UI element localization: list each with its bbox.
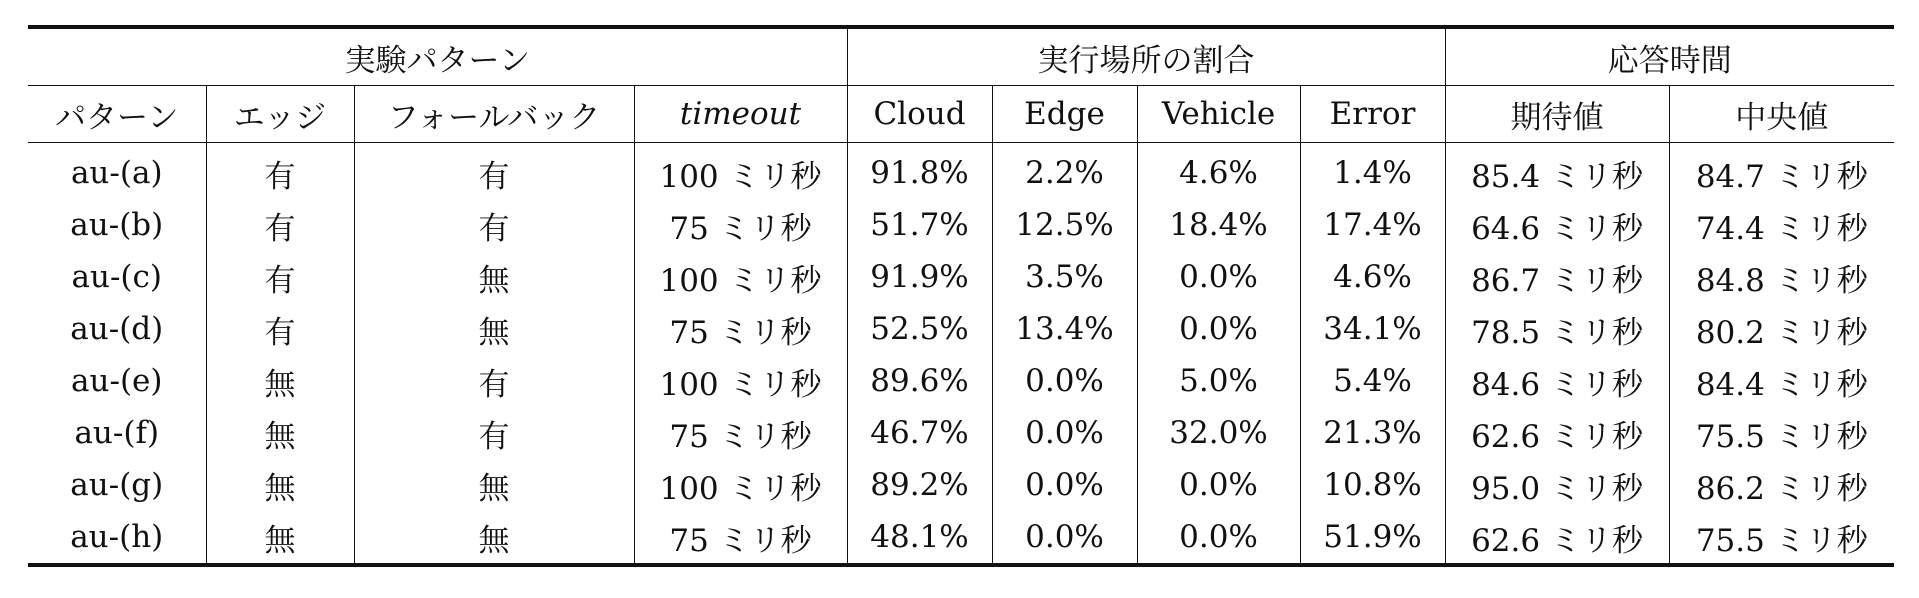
column-header-edge-enabled: エッジ <box>206 86 354 143</box>
table-row <box>28 251 1894 303</box>
cell-cloud: 46.7% <box>847 407 992 459</box>
cell-error: 5.4% <box>1300 355 1445 407</box>
cell-error: 34.1% <box>1300 303 1445 355</box>
cell-expected-value: 62.6 ミリ秒 <box>1445 511 1669 565</box>
cell-median: 86.2 ミリ秒 <box>1695 470 1868 507</box>
cell-cloud: 89.6% <box>847 355 992 407</box>
cell-cloud: 51.7% <box>847 199 992 251</box>
cell-pattern: au-(f) <box>28 407 206 459</box>
column-header-error: Error <box>1300 86 1445 143</box>
cell-expected-value: 62.6 ミリ秒 <box>1445 407 1669 459</box>
cell-expected-value: 85.4 ミリ秒 <box>1445 143 1669 200</box>
cell-error: 51.9% <box>1300 511 1445 565</box>
table-row <box>28 303 1894 355</box>
cell-timeout: 75 ミリ秒 <box>634 511 847 565</box>
cell-vehicle: 0.0% <box>1137 251 1300 303</box>
cell-expected-value: 64.6 ミリ秒 <box>1445 199 1669 251</box>
cell-pattern: au-(g) <box>28 459 206 511</box>
cell-error: 4.6% <box>1300 251 1445 303</box>
cell-cloud: 91.9% <box>847 251 992 303</box>
cell-vehicle: 0.0% <box>1137 511 1300 565</box>
cell-timeout: 75 ミリ秒 <box>634 199 847 251</box>
cell-edge: 12.5% <box>992 199 1137 251</box>
cell-cloud: 91.8% <box>847 143 992 200</box>
cell-edge-enabled: 有 <box>206 199 354 251</box>
cell-fallback: 有 <box>354 143 634 200</box>
group-header-execution-ratio: 実行場所の割合 <box>847 27 1445 86</box>
column-header-timeout: timeout <box>634 86 847 143</box>
cell-timeout: 100 ミリ秒 <box>634 459 847 511</box>
cell-edge: 3.5% <box>992 251 1137 303</box>
cell-median: 84.4 ミリ秒 <box>1695 366 1868 403</box>
table-body <box>28 143 1894 566</box>
table-row <box>28 143 1894 200</box>
results-table <box>28 25 1894 567</box>
cell-edge-enabled: 有 <box>206 143 354 200</box>
cell-fallback: 有 <box>354 407 634 459</box>
cell-median: 84.7 ミリ秒 <box>1695 158 1868 195</box>
group-header-response-time: 応答時間 <box>1445 27 1894 86</box>
cell-timeout: 100 ミリ秒 <box>634 355 847 407</box>
cell-median: 80.2 ミリ秒 <box>1695 314 1868 351</box>
cell-median: 74.4 ミリ秒 <box>1695 210 1868 247</box>
cell-edge: 13.4% <box>992 303 1137 355</box>
column-header-row <box>28 86 1894 143</box>
cell-cloud: 89.2% <box>847 459 992 511</box>
cell-fallback: 無 <box>354 511 634 565</box>
cell-vehicle: 5.0% <box>1137 355 1300 407</box>
results-table-container <box>28 25 1894 567</box>
cell-median: 84.8 ミリ秒 <box>1695 262 1868 299</box>
cell-cloud: 48.1% <box>847 511 992 565</box>
cell-pattern: au-(d) <box>28 303 206 355</box>
column-header-edge: Edge <box>992 86 1137 143</box>
cell-error: 10.8% <box>1300 459 1445 511</box>
cell-error: 17.4% <box>1300 199 1445 251</box>
cell-edge: 0.0% <box>992 459 1137 511</box>
cell-fallback: 有 <box>354 199 634 251</box>
column-header-cloud: Cloud <box>847 86 992 143</box>
group-header-row <box>28 27 1894 86</box>
cell-edge: 0.0% <box>992 355 1137 407</box>
cell-cloud: 52.5% <box>847 303 992 355</box>
cell-edge-enabled: 有 <box>206 251 354 303</box>
cell-pattern: au-(a) <box>28 143 206 200</box>
cell-expected-value: 78.5 ミリ秒 <box>1445 303 1669 355</box>
cell-fallback: 無 <box>354 303 634 355</box>
table-row <box>28 407 1894 459</box>
table-row <box>28 199 1894 251</box>
table-row <box>28 355 1894 407</box>
cell-timeout: 100 ミリ秒 <box>634 251 847 303</box>
cell-vehicle: 0.0% <box>1137 303 1300 355</box>
cell-pattern: au-(b) <box>28 199 206 251</box>
cell-timeout: 100 ミリ秒 <box>634 143 847 200</box>
cell-timeout: 75 ミリ秒 <box>634 407 847 459</box>
cell-edge-enabled: 無 <box>206 407 354 459</box>
column-header-median: 中央値 <box>1669 86 1894 143</box>
cell-median: 75.5 ミリ秒 <box>1669 511 1894 565</box>
cell-expected-value: 86.7 ミリ秒 <box>1445 251 1669 303</box>
column-header-fallback: フォールバック <box>354 86 634 143</box>
table-row <box>28 459 1894 511</box>
cell-vehicle: 4.6% <box>1137 143 1300 200</box>
cell-pattern: au-(c) <box>28 251 206 303</box>
cell-edge: 0.0% <box>992 511 1137 565</box>
cell-edge-enabled: 有 <box>206 303 354 355</box>
column-header-vehicle: Vehicle <box>1137 86 1300 143</box>
cell-fallback: 無 <box>354 251 634 303</box>
cell-edge: 2.2% <box>992 143 1137 200</box>
cell-error: 1.4% <box>1300 143 1445 200</box>
cell-error: 21.3% <box>1300 407 1445 459</box>
cell-edge: 0.0% <box>992 407 1137 459</box>
cell-edge-enabled: 無 <box>206 355 354 407</box>
table-row <box>28 511 1894 565</box>
cell-pattern: au-(h) <box>28 511 206 565</box>
group-header-experiment-pattern: 実験パターン <box>28 27 847 86</box>
cell-expected-value: 84.6 ミリ秒 <box>1445 355 1669 407</box>
cell-expected-value: 95.0 ミリ秒 <box>1445 459 1669 511</box>
cell-vehicle: 0.0% <box>1137 459 1300 511</box>
cell-vehicle: 18.4% <box>1137 199 1300 251</box>
cell-edge-enabled: 無 <box>206 511 354 565</box>
column-header-pattern: パターン <box>28 86 206 143</box>
cell-edge-enabled: 無 <box>206 459 354 511</box>
cell-pattern: au-(e) <box>28 355 206 407</box>
column-header-expected-value: 期待値 <box>1445 86 1669 143</box>
cell-fallback: 無 <box>354 459 634 511</box>
cell-fallback: 有 <box>354 355 634 407</box>
cell-median: 75.5 ミリ秒 <box>1695 418 1868 455</box>
cell-vehicle: 32.0% <box>1137 407 1300 459</box>
cell-timeout: 75 ミリ秒 <box>634 303 847 355</box>
